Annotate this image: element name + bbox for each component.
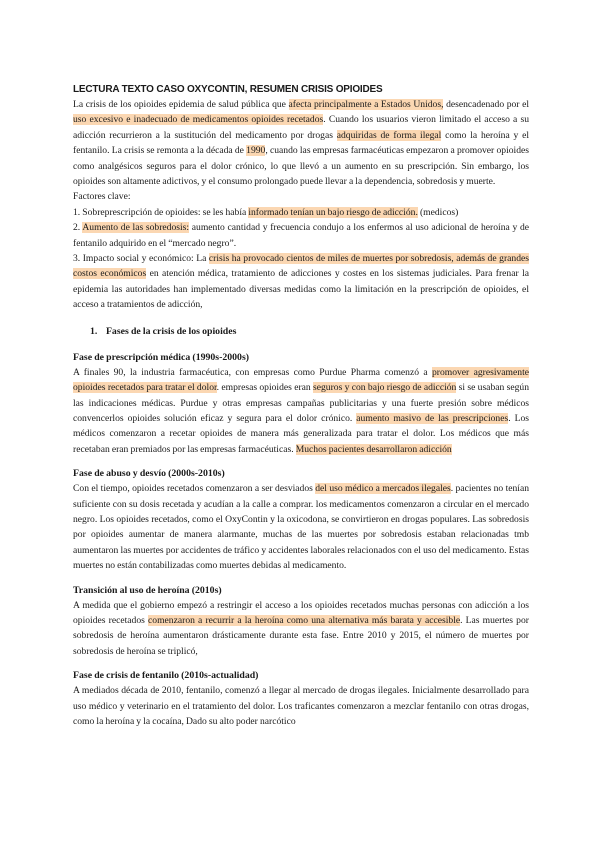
highlight-mercados-ilegales: del uso médico a mercados ilegales [315, 483, 451, 495]
intro-text-4: como la heroína y el fentanilo. La crisis se remonta a la década de [73, 129, 530, 157]
factor-1-note: (medicos) [417, 206, 459, 218]
intro-text-5: , cuando las empresas farmacéuticas empezaron a promover opioides como analgésicos seguros para el dolor crónico, lo que llevó a un aumento en su prescripción. Sin embargo, los opioides son altamente adictivos, y el consumo prolongado puede llevar a la dependencia, sobredosis y muerte. [73, 145, 529, 188]
fase-2-heading: Fase de abuso y desvío (2000s-2010s) [73, 468, 225, 480]
section-heading-fases: 1. Fases de la crisis de los opioides [90, 325, 237, 337]
factor-3 [73, 251, 529, 313]
fase-1-text-4: . Los médicos comenzaron a recetar opioides de manera más generalizada para tratar el dolor. Los médicos que más recetaban eran premiados por las empresas farmacéuticas. [73, 412, 530, 455]
factores-label: Factores clave: [73, 191, 131, 203]
fase-1-paragraph [73, 365, 529, 457]
fase-4-paragraph: A mediados década de 2010, fentanilo, comenzó a llegar al mercado de drogas ilegales. Inicialmente desarrollado para uso médico y veterinario en el tratamiento del dolor. Los traficantes comenzaron a mezclar fentanilo con otras drogas, como la heroína y la cocaína, Dado su alto poder narcótico [73, 685, 529, 727]
factor-2-number: 2. [73, 222, 83, 234]
factor-3-text-2: en atención médica, tratamiento de adicciones y costes en los sistemas judiciales. Para frenar la epidemia las autoridades han implementado diversas medidas como la limitación en la prescripción de opioides, el acceso a tratamientos de adicción, [73, 268, 530, 311]
document-title: LECTURA TEXTO CASO OXYCONTIN, RESUMEN CRISIS OPIOIDES [73, 84, 383, 95]
intro-paragraph [73, 97, 529, 189]
highlight-estados-unidos: afecta principalmente a Estados Unidos, [288, 99, 444, 110]
highlight-1990: 1990 [246, 145, 266, 157]
factor-2-text: aumento cantidad y frecuencia condujo a los enfermos al uso adicional de heroína y de fentanilo adquirido en el “mercado negro”. [73, 222, 530, 249]
fase-3-heading: Transición al uso de heroína (2010s) [73, 584, 222, 596]
highlight-heroina: comenzaron a recurrir a la heroína como una alternativa más barata y accesible [148, 614, 461, 626]
highlight-aumento-sobredosis: Aumento de las sobredosis: [82, 222, 190, 234]
highlight-bajo-riesgo: informado tenían un bajo riesgo de adicción. [248, 206, 418, 218]
highlight-muertes-costos: crisis ha provocado cientos de miles de muertes por sobredosis, además de grandes costos económicos [73, 253, 529, 280]
fase-2-paragraph [73, 481, 529, 573]
factor-3-text: 3. Impacto social y económico: La [73, 253, 209, 265]
highlight-promover: promover agresivamente opioides recetados para tratar el dolor [73, 366, 529, 394]
fase-2-text-2: . pacientes no tenían suficiente con su dosis recetada y acudían a la calle a comprar. los medicamentos comenzaron a circular en el mercado negro. Los opioides recetados, como el OxyContin y la oxicodona, se convirtieron en drogas populares. Las sobredosis por opioides aumentar de manera alarmante, muchas de las muertes por sobredosis estaban relacionadas tmb aumentaron las muertes por accidentes de tráfico y accidentes laborales relacionados con el uso del medicamento. Estas muertes no están contabilizadas como muertes debidas al medicamento. [73, 483, 530, 572]
fase-3-text-1: A medida que el gobierno empezó a restringir el acceso a los opioides recetados muchas personas con adicción a los opioides recetados [73, 599, 529, 626]
fase-2-text-1: Con el tiempo, opioides recetados comenzaron a ser desviados [73, 483, 316, 495]
factor-1-text: 1. Sobreprescripción de opioides: se les había [73, 206, 249, 218]
fase-1-text-1: A finales 90, la industria farmacéutica, con empresas como Purdue Pharma comenzó a [73, 366, 432, 378]
fase-4-heading: Fase de crisis de fentanilo (2010s-actualidad) [73, 670, 259, 682]
fase-3-paragraph [73, 598, 529, 660]
intro-text-1: La crisis de los opioides epidemia de salud pública que [73, 99, 289, 110]
intro-text-3: . Cuando los usuarios vieron limitado el acceso a su adicción recurrieron a la sustitución del medicamento por drogas [73, 114, 530, 141]
fase-1-text-3: si se usaban según las indicaciones médicas. Purdue y otras empresas campañas publicitarias y una fuerte presión sobre médicos convencerlos opioides solución eficaz y segura para el dolor crónico. [73, 382, 529, 424]
highlight-forma-ilegal: adquiridas de forma ilegal [336, 129, 442, 141]
fase-1-heading: Fase de prescripción médica (1990s-2000s) [73, 351, 250, 363]
factor-2 [73, 220, 529, 251]
highlight-adiccion: Muchos pacientes desarrollaron adicción [295, 443, 452, 455]
highlight-aumento-masivo: aumento masivo de las prescripciones [356, 412, 509, 424]
intro-text-2: desencadenado por el [443, 99, 530, 110]
highlight-uso-excesivo: uso excesivo e inadecuado de medicamentos opioides recetados [73, 114, 324, 126]
document-body [73, 82, 529, 729]
highlight-seguros: seguros y con bajo riesgo de adicción [313, 382, 457, 394]
fase-1-text-2: . empresas opioides eran [216, 382, 314, 394]
fase-3-text-2: . Las muertes por sobredosis de heroína aumentaron drásticamente durante esta fase. Entre 2010 y 2015, el número de muertes por sobredosis de heroína se triplicó, [73, 614, 529, 657]
factor-1 [73, 205, 529, 220]
